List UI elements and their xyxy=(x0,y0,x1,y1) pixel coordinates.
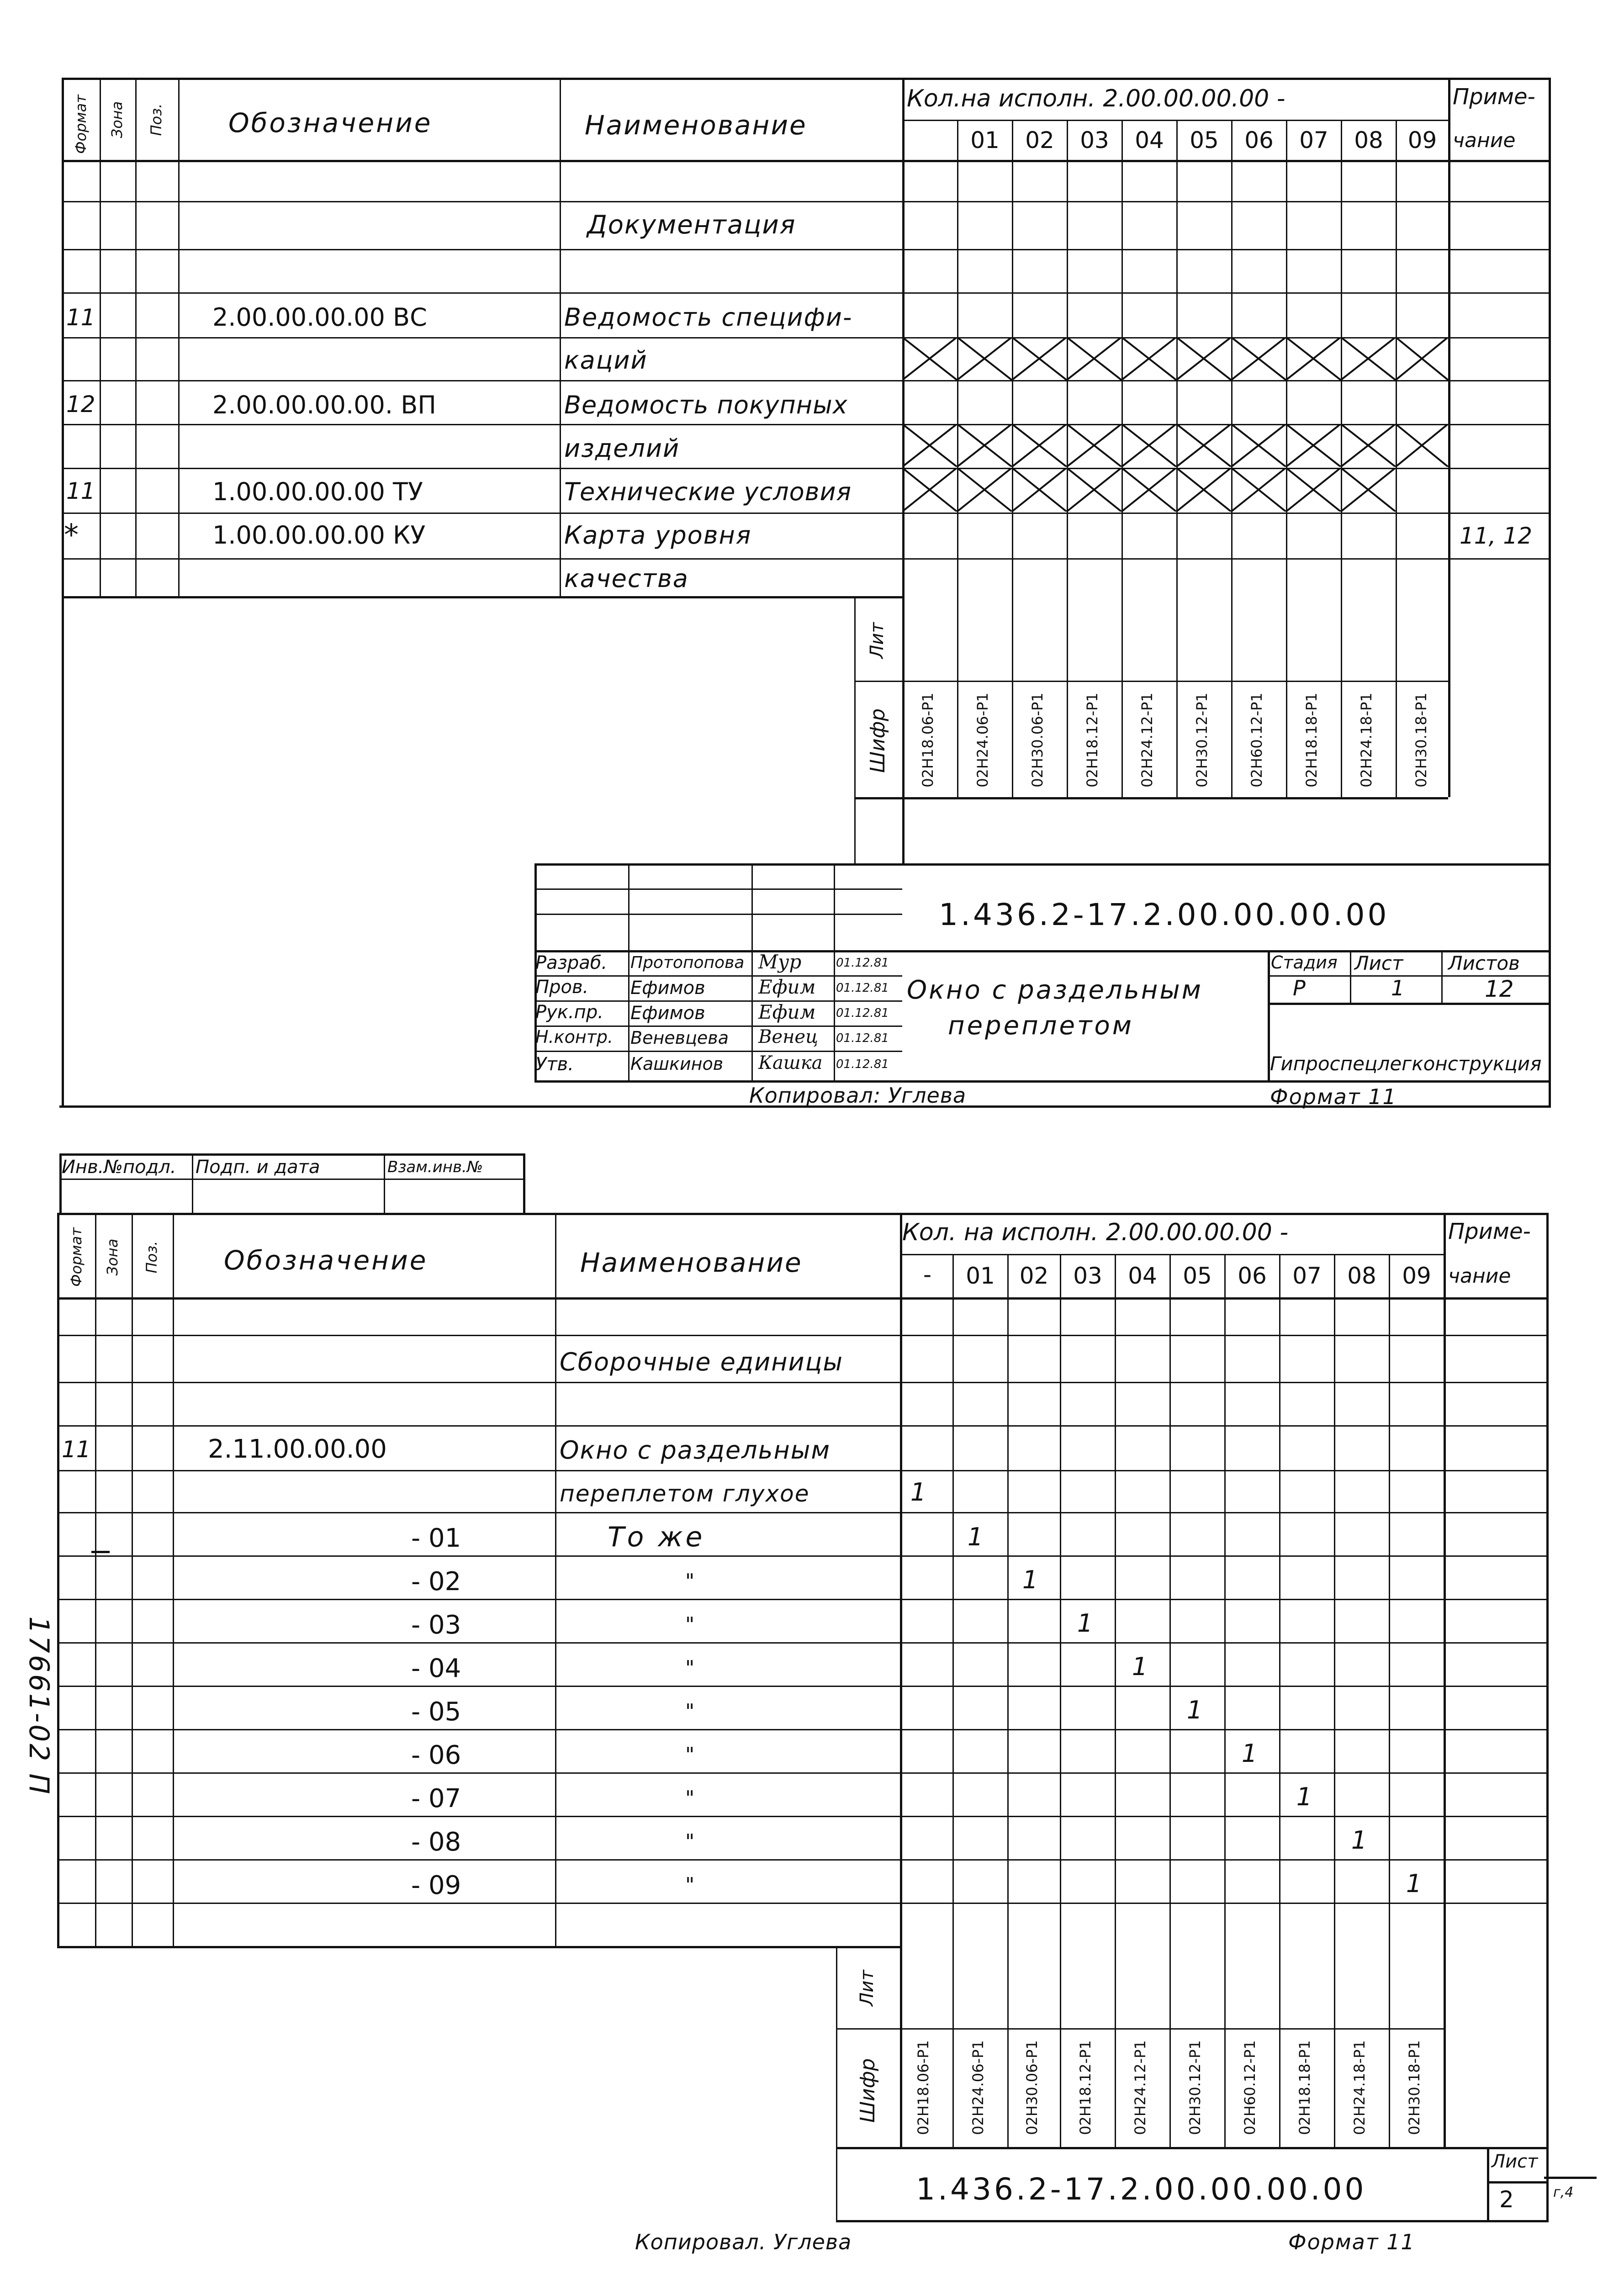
sheet2-table-end-rule xyxy=(57,1946,900,1948)
qty-value: 1 xyxy=(1241,1739,1258,1768)
variant-designation: - 01 xyxy=(411,1523,461,1553)
lit-label: Лит xyxy=(867,622,888,659)
cipher-code: 02Н30.18-Р1 xyxy=(1412,693,1430,788)
qty-value: 1 xyxy=(1022,1565,1038,1594)
role-label: Рук.пр. xyxy=(535,1002,603,1023)
row-designation: 1.00.00.00.00 КУ xyxy=(212,521,426,550)
role-label: Н.контр. xyxy=(535,1027,614,1047)
designation-col-header: Обозначение xyxy=(228,107,433,138)
format-col-header: Формат xyxy=(68,1227,85,1287)
sheet2-col-rule xyxy=(1279,1254,1280,2147)
sheet2-row-rule xyxy=(57,1772,1549,1774)
variant-header-base: - xyxy=(923,1261,932,1288)
note-header-bottom: чание xyxy=(1448,1264,1511,1288)
sheet2-col-rule xyxy=(1389,1254,1390,2147)
row-name: Ведомость специфи- xyxy=(564,303,853,332)
sheet1-row-rule xyxy=(62,249,1551,250)
signature: Венец xyxy=(758,1026,818,1047)
row-name: Технические условия xyxy=(564,477,852,506)
sign-date: 01.12.81 xyxy=(836,956,889,970)
variant-header: 05 xyxy=(1190,127,1219,153)
sheet2-col-rule xyxy=(836,1946,837,2220)
sheet1-row-rule xyxy=(62,292,1551,294)
sheet1-titleblock-rule xyxy=(1268,1003,1551,1005)
cipher-code: 02Н18.12-Р1 xyxy=(1077,2040,1094,2135)
lit-label: Лит xyxy=(857,1970,878,2006)
stamp-rule xyxy=(59,1153,523,1156)
format-label: Формат 11 xyxy=(1270,1084,1397,1109)
sheet1-cipher-bottom-rule xyxy=(854,797,1448,799)
crossed-cells xyxy=(902,424,1448,467)
variant-designation: - 05 xyxy=(411,1697,461,1727)
sheet1-row-rule xyxy=(62,558,1551,560)
stamp-col xyxy=(384,1153,385,1213)
sheet2-col-rule xyxy=(1007,1254,1009,2147)
sheet-value: 1 xyxy=(1391,976,1405,1000)
sheet2-lit-rule xyxy=(836,2028,1444,2030)
cipher-code: 02Н18.12-Р1 xyxy=(1084,693,1101,788)
variant-name: " xyxy=(685,1873,695,1897)
sign-date-label: Подп. и дата xyxy=(196,1157,320,1178)
cipher-code: 02Н24.06-Р1 xyxy=(969,2040,987,2135)
sheet1-titleblock-top xyxy=(534,863,1551,866)
row-designation: 2.00.00.00.00. ВП xyxy=(212,391,436,419)
crossed-cells xyxy=(902,468,1448,512)
variant-designation: - 07 xyxy=(411,1784,461,1813)
sheet2-left-border xyxy=(57,1213,59,1946)
sheet2-top-border xyxy=(57,1213,1549,1215)
note-header-bottom: чание xyxy=(1453,129,1516,152)
format-label: Формат 11 xyxy=(1288,2230,1415,2254)
row-format: 11 xyxy=(62,1436,91,1463)
row-format: 11 xyxy=(66,304,95,331)
sheet2-col-rule xyxy=(1169,1254,1171,2147)
variant-header: 04 xyxy=(1135,127,1164,153)
sheet2-cipher-bottom-rule xyxy=(836,2147,1549,2149)
cipher-code: 02Н24.18-Р1 xyxy=(1358,693,1375,788)
cipher-code: 02Н18.06-Р1 xyxy=(919,693,936,788)
variant-header: 08 xyxy=(1354,127,1383,153)
row-name: изделий xyxy=(564,434,680,463)
person-name: Кашкинов xyxy=(630,1054,724,1074)
note-header-top: Приме- xyxy=(1448,1219,1531,1244)
sheet2-corner-tick xyxy=(1544,2177,1597,2179)
sheet2-col-rule xyxy=(900,1213,902,2147)
qty-header: Кол.на исполн. 2.00.00.00.00 - xyxy=(907,85,1285,112)
variant-header: 04 xyxy=(1128,1263,1157,1289)
sheet2-row-rule xyxy=(57,1816,1549,1817)
row-format: * xyxy=(64,518,79,552)
variant-designation: - 03 xyxy=(411,1610,461,1640)
role-label: Разраб. xyxy=(535,952,608,973)
stage-label: Стадия xyxy=(1271,952,1338,973)
sheet2-col-rule xyxy=(555,1213,556,1946)
variant-designation: - 06 xyxy=(411,1740,461,1770)
sheets-label: Листов xyxy=(1448,952,1520,974)
variant-header: 06 xyxy=(1244,127,1274,153)
row-designation: 1.00.00.00.00 ТУ xyxy=(212,477,423,506)
product-title: Окно с раздельным xyxy=(907,975,1203,1005)
sheet1-col-rule xyxy=(100,78,101,596)
sheet2-col-rule xyxy=(132,1213,133,1946)
role-label: Пров. xyxy=(535,977,589,998)
sheet-value: 2 xyxy=(1499,2186,1514,2213)
variant-header: 03 xyxy=(1073,1263,1102,1289)
zone-col-header: Зона xyxy=(108,101,126,138)
cipher-code: 02Н60.12-Р1 xyxy=(1241,2040,1259,2135)
variant-header: 02 xyxy=(1019,1263,1049,1289)
signature: Кашка xyxy=(758,1052,823,1073)
sheet2-header-mid-rule xyxy=(900,1254,1446,1255)
sign-date: 01.12.81 xyxy=(836,1006,889,1020)
sheet1-col-rule xyxy=(854,596,856,863)
sheet1-header-bottom-rule xyxy=(62,160,1551,162)
row-tick xyxy=(91,1551,110,1553)
variant-header: 02 xyxy=(1025,127,1054,153)
sheet-label: Лист xyxy=(1354,952,1403,974)
variant-designation: - 02 xyxy=(411,1567,461,1597)
row-format: 12 xyxy=(66,391,95,418)
variant-name: " xyxy=(685,1743,695,1766)
sheet1-titleblock-col xyxy=(628,863,629,1080)
sheet2-row-rule xyxy=(57,1642,1549,1644)
cipher-code: 02Н60.12-Р1 xyxy=(1248,693,1265,788)
sheet1-table-end-rule xyxy=(62,596,902,598)
name-col-header: Наименование xyxy=(585,110,807,141)
sheet2-col-rule xyxy=(95,1213,96,1946)
variant-header: 01 xyxy=(970,127,1000,153)
variant-name: " xyxy=(685,1700,695,1723)
sheet2-right-border xyxy=(1546,1213,1549,2220)
zone-col-header: Зона xyxy=(104,1238,121,1276)
section-title: Документация xyxy=(587,210,796,240)
stage-value: Р xyxy=(1293,976,1306,1000)
document-code: 1.436.2-17.2.00.00.00.00 xyxy=(916,2172,1367,2207)
sheet2-row-rule xyxy=(57,1903,1549,1904)
row-name: Ведомость покупных xyxy=(564,391,848,419)
variant-designation: - 09 xyxy=(411,1871,461,1900)
sheet1-col-rule xyxy=(178,78,180,596)
sheet1-lit-rule xyxy=(854,681,1448,682)
row-name: каций xyxy=(564,346,648,375)
cipher-code: 02Н24.12-Р1 xyxy=(1138,693,1156,788)
note-header-top: Приме- xyxy=(1453,84,1535,110)
sign-date: 01.12.81 xyxy=(836,1057,889,1071)
sign-date: 01.12.81 xyxy=(836,1031,889,1045)
signature: Ефим xyxy=(758,1001,816,1023)
variant-header: 03 xyxy=(1080,127,1109,153)
qty-value: 1 xyxy=(1406,1869,1422,1898)
sheet1-col-rule xyxy=(1448,78,1450,797)
cipher-code: 02Н30.12-Р1 xyxy=(1193,693,1211,788)
format-col-header: Формат xyxy=(72,95,90,154)
person-name: Ефимов xyxy=(630,1003,705,1024)
variant-name: " xyxy=(685,1570,695,1593)
row-name: Карта уровня xyxy=(564,521,752,550)
cipher-code: 02Н18.18-Р1 xyxy=(1296,2040,1313,2135)
row-name: переплетом глухое xyxy=(560,1480,810,1507)
signature: Мур xyxy=(758,951,802,973)
qty-value: 1 xyxy=(910,1478,926,1507)
corner-mark: г,4 xyxy=(1553,2184,1574,2200)
sheet1-titleblock-col xyxy=(1441,950,1443,1003)
document-code: 1.436.2-17.2.00.00.00.00 xyxy=(939,897,1390,932)
organization: Гипроспецлегконструкция xyxy=(1270,1052,1542,1075)
cipher-label: Шифр xyxy=(866,708,889,773)
qty-value: 1 xyxy=(1186,1696,1203,1724)
sheet2-row-rule xyxy=(57,1859,1549,1861)
variant-name: " xyxy=(685,1787,695,1810)
person-name: Протопопова xyxy=(630,953,745,972)
sheet2-bottom-border xyxy=(836,2220,1549,2222)
sheet2-header-bottom-rule xyxy=(57,1297,1549,1300)
sheet1-titleblock-col xyxy=(834,863,835,1080)
sheet1-titleblock-bottom xyxy=(534,1080,1551,1083)
cipher-code: 02Н30.06-Р1 xyxy=(1023,2040,1041,2135)
sheet2-row-rule xyxy=(57,1382,1549,1383)
sheet2-row-rule xyxy=(57,1470,1549,1471)
cipher-code: 02Н24.06-Р1 xyxy=(974,693,991,788)
sheet2-sheet-box-rule xyxy=(1487,2181,1549,2184)
variant-header: 01 xyxy=(966,1263,995,1289)
cipher-label: Шифр xyxy=(856,2058,879,2123)
qty-value: 1 xyxy=(967,1523,984,1551)
cipher-code: 02Н18.06-Р1 xyxy=(915,2040,932,2135)
sheet1-top-border xyxy=(62,78,1551,80)
variant-header: 07 xyxy=(1292,1263,1322,1289)
pos-col-header: Поз. xyxy=(143,1241,160,1274)
stamp-col xyxy=(523,1153,525,1213)
qty-value: 1 xyxy=(1351,1826,1367,1855)
stamp-rule xyxy=(59,1179,523,1180)
role-label: Утв. xyxy=(535,1054,574,1075)
sheet1-col-rule xyxy=(135,78,137,596)
cipher-code: 02Н24.18-Р1 xyxy=(1351,2040,1368,2135)
side-registration-number: 17661-02 П xyxy=(23,1616,55,1796)
sheet1-titleblock-rule xyxy=(534,1051,902,1052)
person-name: Ефимов xyxy=(630,978,705,999)
sheet2-row-rule xyxy=(57,1512,1549,1513)
row-note: 11, 12 xyxy=(1460,523,1533,549)
variant-name: То же xyxy=(608,1521,705,1553)
variant-name: " xyxy=(685,1830,695,1853)
row-name: качества xyxy=(564,564,689,593)
qty-value: 1 xyxy=(1296,1782,1312,1811)
product-title-line2: переплетом xyxy=(948,1011,1134,1041)
row-name: Окно с раздельным xyxy=(560,1436,831,1465)
variant-header: 08 xyxy=(1347,1263,1376,1289)
copied-by: Копировал. Углева xyxy=(635,2230,852,2254)
sheet1-titleblock-col xyxy=(1350,950,1351,1003)
variant-header: 07 xyxy=(1299,127,1328,153)
replace-inv-label: Взам.инв.№ xyxy=(387,1158,483,1176)
cipher-code: 02Н30.06-Р1 xyxy=(1029,693,1046,788)
sheet2-col-rule xyxy=(1060,1254,1061,2147)
cipher-code: 02Н24.12-Р1 xyxy=(1132,2040,1149,2135)
variant-designation: - 04 xyxy=(411,1654,461,1683)
sheet2-col-rule xyxy=(1444,1213,1446,2147)
qty-header: Кол. на исполн. 2.00.00.00.00 - xyxy=(902,1219,1289,1246)
sheet2-col-rule xyxy=(952,1254,954,2147)
row-designation: 2.11.00.00.00 xyxy=(208,1434,387,1464)
variant-designation: - 08 xyxy=(411,1827,461,1857)
sheet1-row-rule xyxy=(62,201,1551,202)
sheet2-col-rule xyxy=(1115,1254,1116,2147)
sheet2-row-rule xyxy=(57,1729,1549,1730)
variant-name: " xyxy=(685,1656,695,1680)
variant-header: 09 xyxy=(1402,1263,1431,1289)
sheet2-row-rule xyxy=(57,1686,1549,1687)
sheet1-titleblock-col xyxy=(751,863,753,1080)
sheet1-titleblock-rule xyxy=(534,975,902,977)
row-format: 11 xyxy=(66,478,95,504)
sheet2-row-rule xyxy=(57,1335,1549,1336)
sheet2-col-rule xyxy=(1224,1254,1226,2147)
sheet2-row-rule xyxy=(57,1425,1549,1427)
sheet2-row-rule xyxy=(57,1555,1549,1557)
pos-col-header: Поз. xyxy=(148,103,165,136)
sheet1-row-rule xyxy=(62,513,1551,514)
row-designation: 2.00.00.00.00 ВС xyxy=(212,303,427,332)
cipher-code: 02Н18.18-Р1 xyxy=(1303,693,1320,788)
variant-name: " xyxy=(685,1613,695,1636)
signature: Ефим xyxy=(758,976,816,998)
sheet2-row-rule xyxy=(57,1599,1549,1600)
copied-by: Копировал: Углева xyxy=(749,1083,967,1108)
sheet2-col-rule xyxy=(173,1213,174,1946)
sign-date: 01.12.81 xyxy=(836,981,889,995)
sheet2-col-rule xyxy=(1334,1254,1335,2147)
variant-header: 06 xyxy=(1238,1263,1267,1289)
sheet2-col-rule xyxy=(1487,2147,1489,2220)
sheet1-left-border xyxy=(62,78,64,1105)
cipher-code: 02Н30.18-Р1 xyxy=(1406,2040,1423,2135)
sheet-label: Лист xyxy=(1492,2151,1538,2172)
sheets-value: 12 xyxy=(1485,976,1514,1002)
sheet1-row-rule xyxy=(62,380,1551,381)
qty-value: 1 xyxy=(1077,1609,1093,1638)
person-name: Веневцева xyxy=(630,1028,729,1048)
inv-label: Инв.№подл. xyxy=(62,1157,176,1178)
variant-header: 09 xyxy=(1407,127,1437,153)
qty-value: 1 xyxy=(1132,1652,1148,1681)
section-title: Сборочные единицы xyxy=(560,1348,844,1376)
sheet1-titleblock-rule xyxy=(534,914,902,915)
sheet1-titleblock-rule xyxy=(534,888,902,890)
name-col-header: Наименование xyxy=(580,1247,803,1278)
stamp-col xyxy=(192,1153,193,1213)
cipher-code: 02Н30.12-Р1 xyxy=(1186,2040,1204,2135)
crossed-cells xyxy=(902,337,1448,380)
sheet1-col-rule xyxy=(560,78,561,596)
designation-col-header: Обозначение xyxy=(224,1245,428,1276)
variant-header: 05 xyxy=(1183,1263,1212,1289)
